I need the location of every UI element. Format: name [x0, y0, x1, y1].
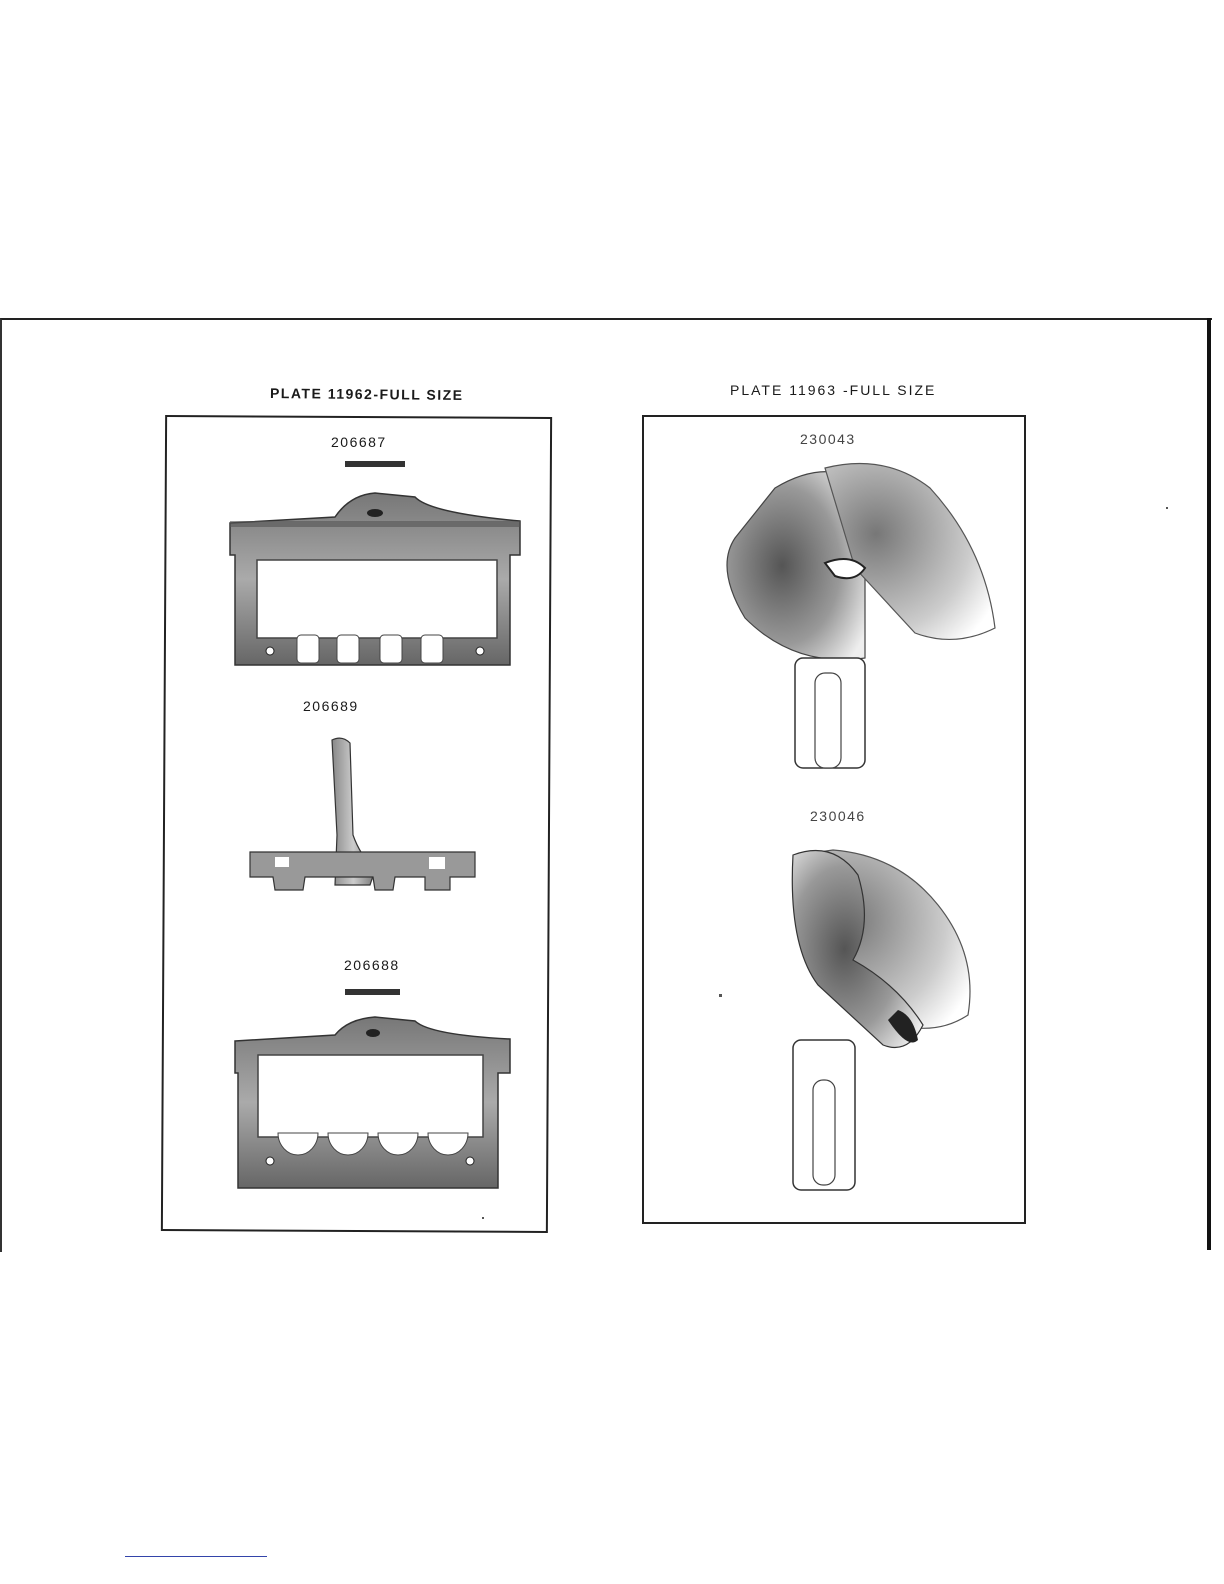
- plate-11962-title: PLATE 11962-FULL SIZE: [269, 384, 464, 404]
- plate-11963-title: PLATE 11963 -FULL SIZE: [730, 382, 937, 398]
- scan-speck: [482, 1217, 484, 1219]
- folder-attachment-icon: [715, 458, 1000, 778]
- presser-foot-plate-icon: [230, 983, 515, 1193]
- folder-attachment-icon: [778, 845, 988, 1195]
- part-number-206689: 206689: [303, 698, 359, 714]
- scan-edge: [1207, 318, 1211, 1250]
- guide-comb-icon: [245, 735, 480, 895]
- part-number-230043: 230043: [800, 431, 856, 447]
- presser-foot-plate-icon: [225, 455, 525, 680]
- scan-speck: [1166, 507, 1168, 509]
- part-number-206687: 206687: [331, 434, 387, 450]
- scan-speck: [719, 994, 722, 997]
- footer-underline: [125, 1556, 267, 1557]
- part-number-206688: 206688: [344, 957, 400, 973]
- part-number-230046: 230046: [810, 808, 866, 824]
